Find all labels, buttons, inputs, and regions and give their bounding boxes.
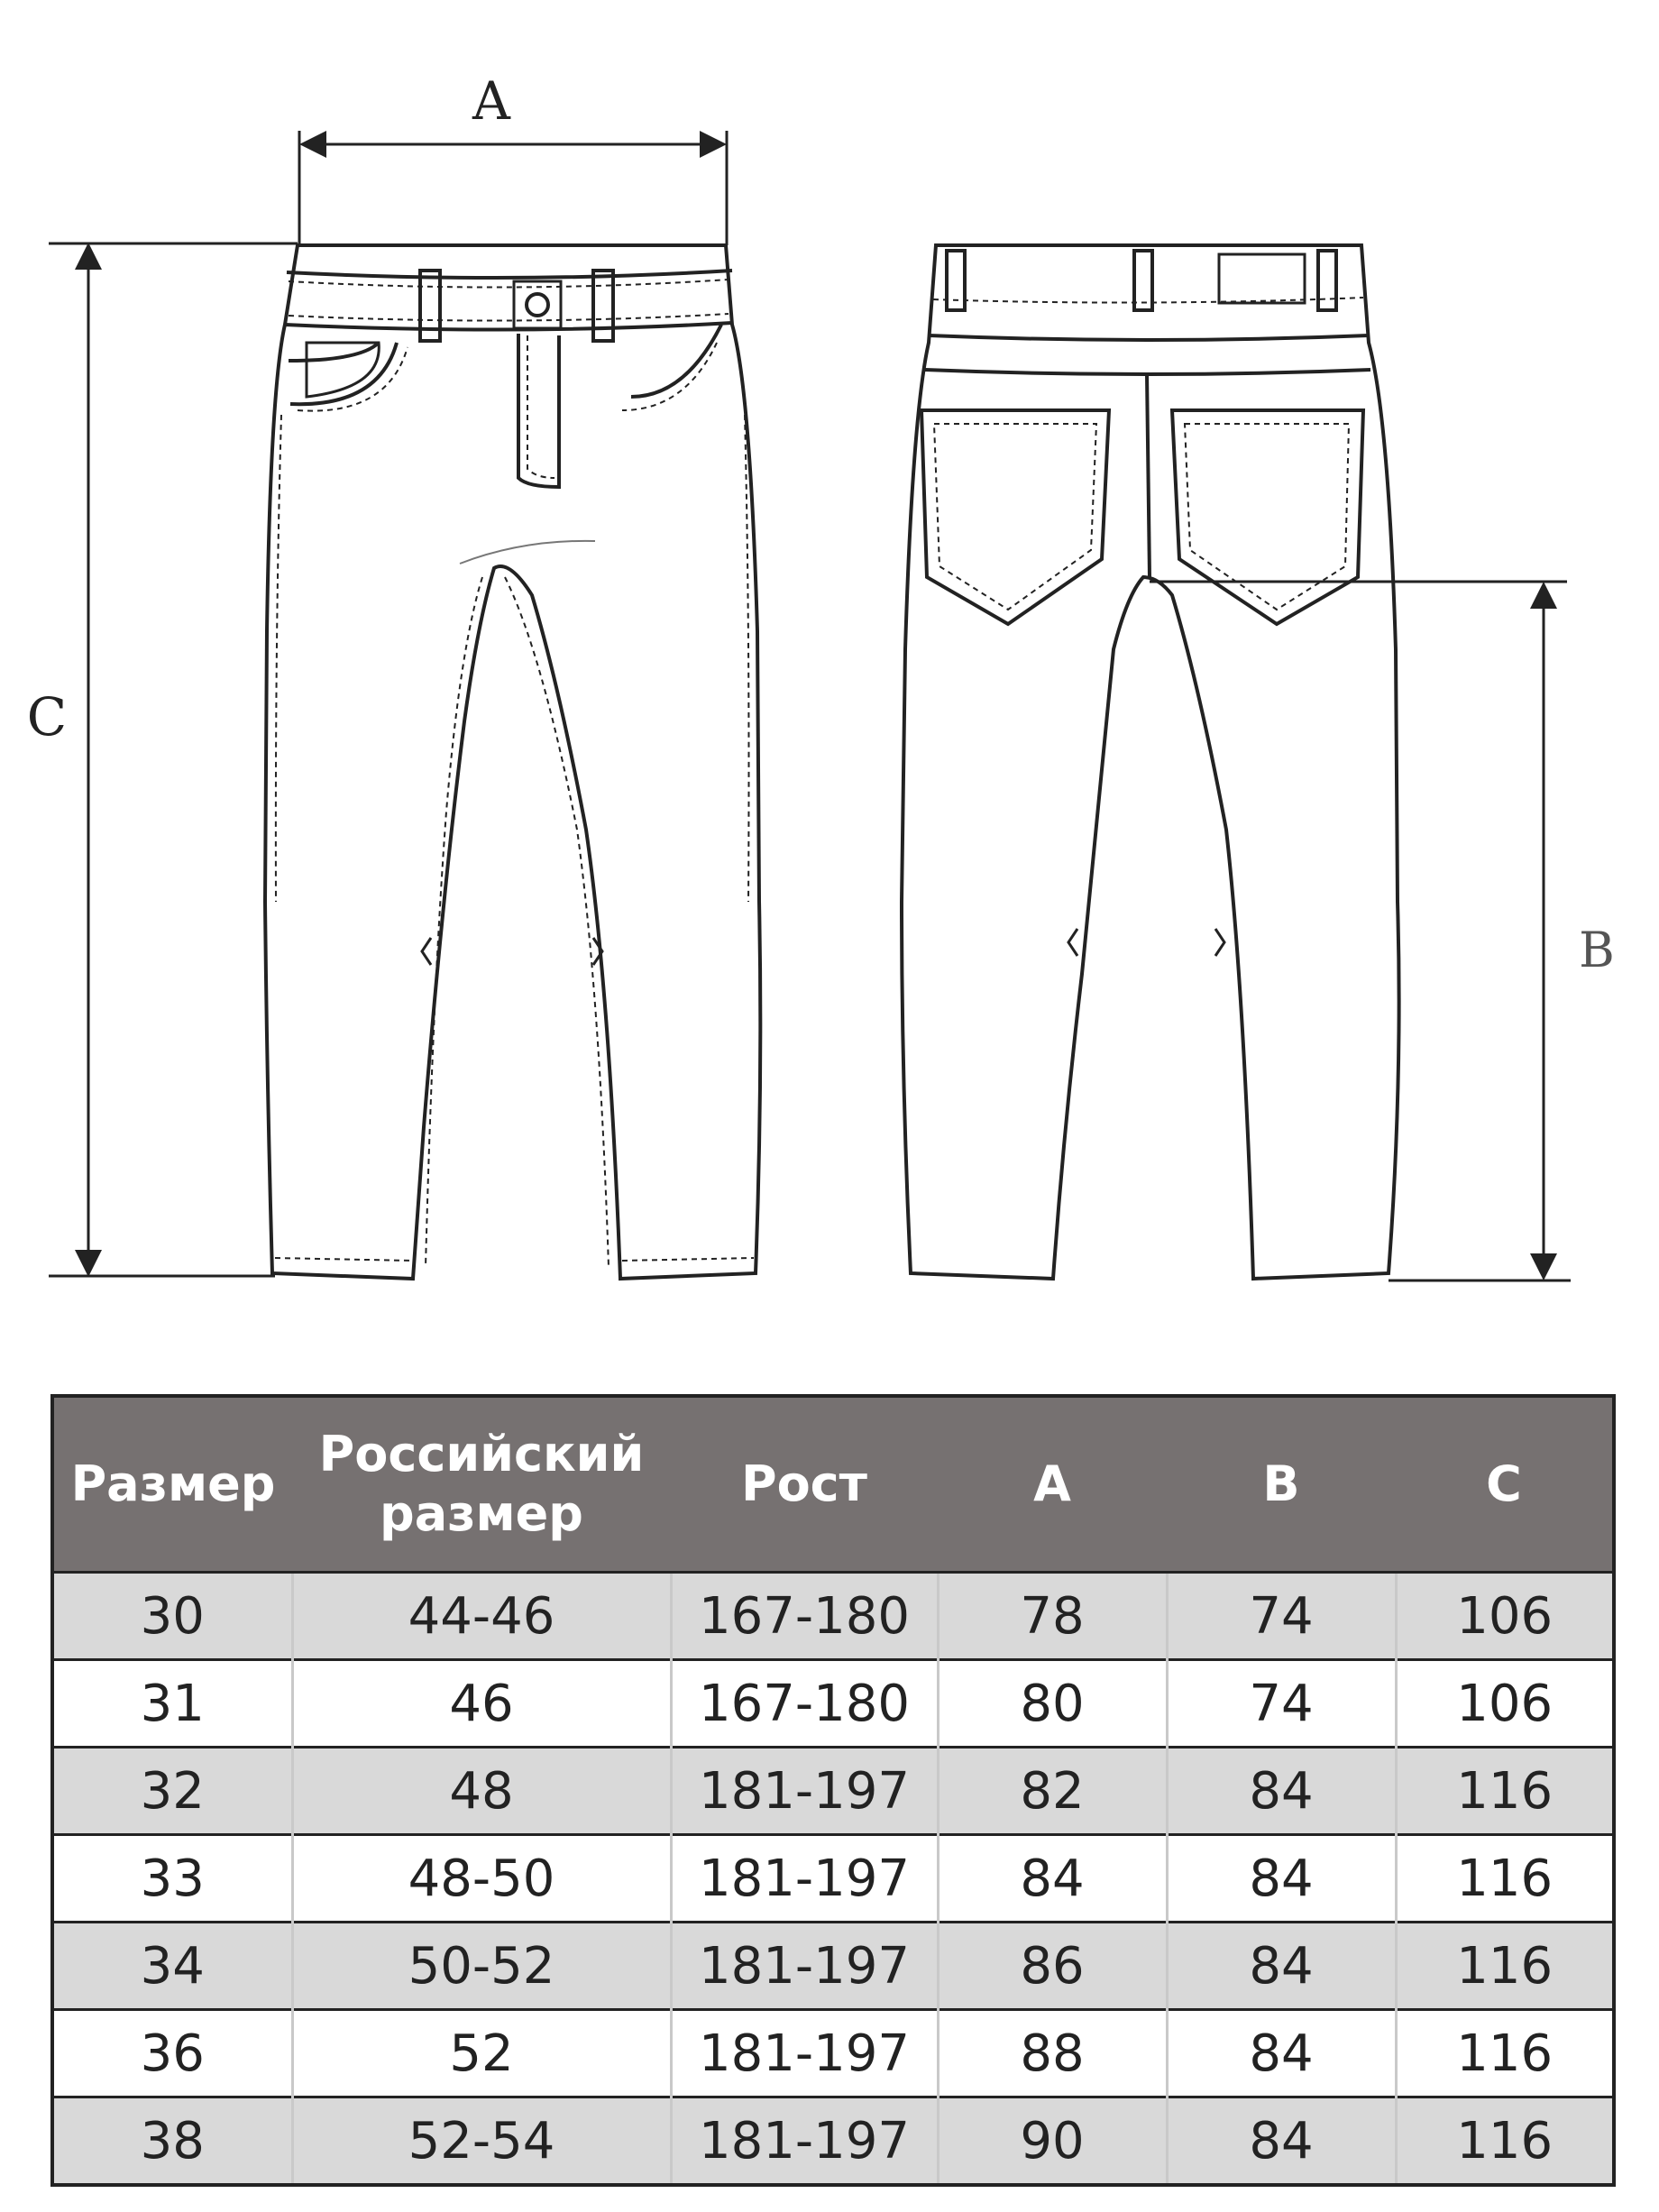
dimension-b	[1150, 582, 1571, 1280]
cell-russian-size: 48-50	[292, 1835, 671, 1923]
cell-size: 31	[52, 1660, 292, 1748]
cell-size: 33	[52, 1835, 292, 1923]
cell-a: 78	[938, 1573, 1167, 1660]
cell-b: 84	[1167, 1923, 1396, 2010]
cell-b: 84	[1167, 1748, 1396, 1835]
cell-a: 82	[938, 1748, 1167, 1835]
cell-height: 181-197	[671, 2010, 938, 2097]
cell-c: 116	[1396, 1835, 1614, 1923]
cell-b: 74	[1167, 1573, 1396, 1660]
size-chart-table	[50, 1394, 1616, 2187]
dimension-a-label: A	[472, 70, 510, 132]
cell-b: 84	[1167, 2097, 1396, 2186]
cell-russian-size: 52	[292, 2010, 671, 2097]
cell-a: 80	[938, 1660, 1167, 1748]
table-row	[52, 1748, 1614, 1835]
header-size: Размер	[52, 1396, 292, 1573]
dimension-c	[49, 243, 298, 1276]
dimension-a	[299, 131, 727, 245]
cell-height: 181-197	[671, 1748, 938, 1835]
table-row	[52, 2010, 1614, 2097]
cell-size: 32	[52, 1748, 292, 1835]
header-c: C	[1396, 1396, 1614, 1573]
cell-russian-size: 50-52	[292, 1923, 671, 2010]
header-russian-size: Российский размер	[292, 1396, 671, 1573]
cell-russian-size: 52-54	[292, 2097, 671, 2186]
cell-a: 86	[938, 1923, 1167, 2010]
cell-a: 88	[938, 2010, 1167, 2097]
table-row	[52, 1923, 1614, 2010]
back-view-pants	[902, 245, 1399, 1279]
cell-c: 116	[1396, 2097, 1614, 2186]
cell-c: 116	[1396, 1923, 1614, 2010]
cell-a: 90	[938, 2097, 1167, 2186]
cell-height: 167-180	[671, 1573, 938, 1660]
header-a: A	[938, 1396, 1167, 1573]
cell-russian-size: 44-46	[292, 1573, 671, 1660]
header-height: Рост	[671, 1396, 938, 1573]
cell-b: 84	[1167, 1835, 1396, 1923]
cell-size: 36	[52, 2010, 292, 2097]
cell-height: 181-197	[671, 2097, 938, 2186]
cell-c: 106	[1396, 1660, 1614, 1748]
cell-size: 34	[52, 1923, 292, 2010]
front-view-pants	[265, 245, 760, 1279]
cell-russian-size: 46	[292, 1660, 671, 1748]
dimension-b-label: B	[1579, 922, 1615, 978]
cell-b: 84	[1167, 2010, 1396, 2097]
cell-size: 30	[52, 1573, 292, 1660]
table-row	[52, 1660, 1614, 1748]
header-b: B	[1167, 1396, 1396, 1573]
cell-a: 84	[938, 1835, 1167, 1923]
table-row	[52, 1835, 1614, 1923]
cell-height: 181-197	[671, 1923, 938, 2010]
cell-size: 38	[52, 2097, 292, 2186]
cell-b: 74	[1167, 1660, 1396, 1748]
table-header-row	[52, 1396, 1614, 1573]
dimension-c-label: C	[26, 686, 68, 748]
cell-height: 181-197	[671, 1835, 938, 1923]
cell-c: 116	[1396, 1748, 1614, 1835]
cell-russian-size: 48	[292, 1748, 671, 1835]
cell-height: 167-180	[671, 1660, 938, 1748]
cell-c: 116	[1396, 2010, 1614, 2097]
cell-c: 106	[1396, 1573, 1614, 1660]
table-row	[52, 2097, 1614, 2186]
table-row	[52, 1573, 1614, 1660]
